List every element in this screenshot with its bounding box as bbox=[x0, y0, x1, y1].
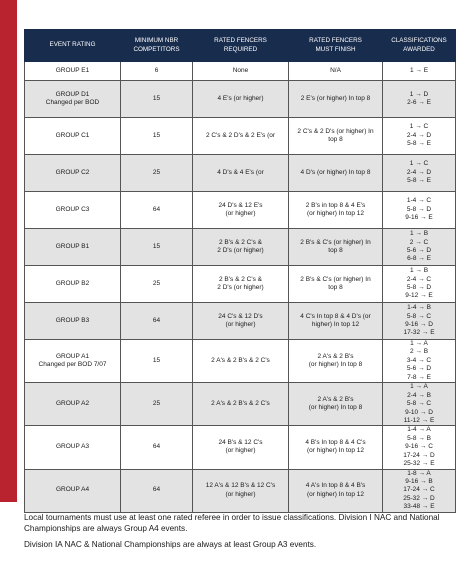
rating-cell bbox=[25, 469, 121, 512]
must-finish-cell-line: 4 B's In top 8 & 4 C's bbox=[305, 439, 366, 447]
header-rated-must-finish bbox=[289, 30, 383, 62]
required-cell bbox=[193, 62, 289, 81]
must-finish-cell-line: 4 A's In top 8 & 4 B's bbox=[305, 482, 366, 490]
rating-cell-line: GROUP A3 bbox=[55, 443, 90, 451]
awarded-cell bbox=[383, 155, 456, 192]
competitors-cell-line: 15 bbox=[152, 242, 161, 250]
awarded-cell-line: 25-32 → D bbox=[403, 494, 435, 502]
must-finish-cell-line: (or higher) In top 12 bbox=[306, 447, 365, 455]
must-finish-cell-line: 2 C's & 2 D's (or higher) In bbox=[297, 127, 374, 135]
header-min-competitors-line: MINIMUM NBR bbox=[134, 37, 179, 45]
rating-cell-line: GROUP A4 bbox=[55, 486, 90, 494]
rating-cell bbox=[25, 118, 121, 155]
must-finish-cell bbox=[289, 303, 383, 340]
must-finish-cell-line: N/A bbox=[330, 66, 341, 74]
table-row bbox=[25, 266, 456, 303]
rating-cell-line: GROUP B2 bbox=[55, 279, 90, 287]
competitors-cell bbox=[121, 62, 193, 81]
rating-cell-line: Changed per BOD bbox=[45, 99, 100, 106]
must-finish-cell bbox=[289, 81, 383, 118]
required-cell bbox=[193, 118, 289, 155]
rating-cell bbox=[25, 192, 121, 229]
competitors-cell-line: 25 bbox=[152, 400, 161, 408]
required-cell-line: 2 C's & 2 D's & 2 E's (or bbox=[205, 131, 276, 139]
awarded-cell-line: 5-8 → E bbox=[407, 140, 431, 148]
table-header-row bbox=[25, 30, 456, 62]
required-cell-line: None bbox=[232, 66, 249, 74]
awarded-cell-line: 5-6 → D bbox=[406, 247, 432, 254]
required-cell-line: 2 D's (or higher) bbox=[217, 284, 264, 291]
required-cell bbox=[193, 340, 289, 383]
awarded-cell-line: 2 → B bbox=[409, 348, 429, 356]
awarded-cell bbox=[383, 303, 456, 340]
header-rated-required-line: RATED FENCERS bbox=[214, 37, 267, 45]
document-page bbox=[17, 0, 474, 567]
header-classifications-awarded bbox=[383, 30, 456, 62]
competitors-cell-line: 15 bbox=[152, 131, 161, 139]
must-finish-cell-line: higher) In top 12 bbox=[311, 321, 360, 328]
must-finish-cell-line: (or higher) In top 12 bbox=[306, 490, 365, 498]
table-row bbox=[25, 469, 456, 512]
header-rated-must-finish-line: MUST FINISH bbox=[315, 45, 356, 53]
table-row bbox=[25, 192, 456, 229]
must-finish-cell bbox=[289, 266, 383, 303]
required-cell-line: (or higher) bbox=[225, 210, 256, 217]
competitors-cell bbox=[121, 118, 193, 155]
must-finish-cell-line: top 8 bbox=[328, 247, 343, 254]
awarded-cell bbox=[383, 469, 456, 512]
awarded-cell-line: 2-4 → B bbox=[407, 391, 431, 399]
competitors-cell-line: 25 bbox=[152, 168, 161, 176]
required-cell bbox=[193, 155, 289, 192]
required-cell bbox=[193, 303, 289, 340]
awarded-cell-line: 1 → C bbox=[409, 160, 429, 168]
must-finish-cell-line: 2 A's & 2 B's bbox=[317, 352, 354, 360]
competitors-cell-line: 25 bbox=[152, 279, 161, 287]
awarded-cell-line: 1 → B bbox=[409, 230, 429, 238]
required-cell bbox=[193, 469, 289, 512]
awarded-cell-line: 33-48 → E bbox=[403, 503, 435, 511]
rating-cell-line: GROUP A1 bbox=[55, 352, 90, 360]
rating-cell bbox=[25, 62, 121, 81]
competitors-cell bbox=[121, 469, 193, 512]
header-min-competitors bbox=[121, 30, 193, 62]
required-cell bbox=[193, 81, 289, 118]
header-rated-required-line: REQUIRED bbox=[223, 45, 258, 53]
awarded-cell-line: 5-8 → C bbox=[406, 400, 432, 408]
awarded-cell-line: 2-6 → E bbox=[407, 99, 431, 106]
awarded-cell bbox=[383, 81, 456, 118]
awarded-cell-line: 1 → A bbox=[410, 340, 428, 347]
rating-cell-line: GROUP D1 bbox=[55, 90, 90, 98]
required-cell bbox=[193, 426, 289, 469]
table-row bbox=[25, 155, 456, 192]
must-finish-cell-line: 2 B's & C's (or higher) In bbox=[300, 238, 371, 246]
awarded-cell-line: 3-4 → C bbox=[406, 356, 432, 364]
awarded-cell-line: 2 → C bbox=[409, 238, 429, 246]
awarded-cell-line: 1 → B bbox=[409, 267, 429, 275]
must-finish-cell-line: 4 C's In top 8 & 4 D's (or bbox=[300, 312, 371, 320]
header-rated-required bbox=[193, 30, 289, 62]
awarded-cell-line: 1 → C bbox=[409, 123, 429, 131]
awarded-cell-line: 5-8 → D bbox=[406, 284, 432, 291]
must-finish-cell-line: 2 B's & C's (or higher) In bbox=[300, 275, 371, 283]
required-cell bbox=[193, 266, 289, 303]
table-row bbox=[25, 81, 456, 118]
rating-cell bbox=[25, 155, 121, 192]
must-finish-cell-line: (or higher) In top 8 bbox=[308, 404, 363, 412]
awarded-cell bbox=[383, 62, 456, 81]
awarded-cell-line: 1-4 → C bbox=[406, 197, 432, 205]
must-finish-cell bbox=[289, 340, 383, 383]
awarded-cell-line: 17-24 → C bbox=[403, 486, 435, 494]
required-cell-line: 2 A's & 2 B's & 2 C's bbox=[211, 400, 270, 408]
note-division-ia: Division IA NAC & National Championships are always at least Group A3 events. bbox=[24, 540, 317, 549]
header-rated-must-finish-line: RATED FENCERS bbox=[309, 37, 362, 45]
must-finish-cell bbox=[289, 118, 383, 155]
awarded-cell-line: 25-32 → E bbox=[403, 460, 435, 468]
awarded-cell bbox=[383, 192, 456, 229]
awarded-cell-line: 2-4 → D bbox=[406, 168, 432, 176]
competitors-cell bbox=[121, 303, 193, 340]
competitors-cell bbox=[121, 229, 193, 266]
required-cell-line: 24 C's & 12 D's bbox=[218, 312, 263, 320]
awarded-cell bbox=[383, 229, 456, 266]
required-cell-line: 12 A's & 12 B's & 12 C's bbox=[205, 482, 276, 490]
awarded-cell-line: 2-4 → D bbox=[406, 131, 432, 139]
must-finish-cell-line: (or higher) In top 8 bbox=[308, 361, 363, 369]
header-classifications-awarded-line: AWARDED bbox=[403, 45, 435, 53]
awarded-cell-line: 9-16 → B bbox=[405, 478, 433, 485]
competitors-cell bbox=[121, 155, 193, 192]
left-accent-bar bbox=[0, 0, 17, 502]
required-cell bbox=[193, 383, 289, 426]
table-row bbox=[25, 62, 456, 81]
required-cell-line: 24 D's & 12 E's bbox=[218, 201, 263, 209]
competitors-cell bbox=[121, 192, 193, 229]
awarded-cell-line: 5-8 → B bbox=[407, 434, 431, 442]
awarded-cell-line: 1-8 → A bbox=[407, 469, 431, 477]
rating-cell-line: GROUP B3 bbox=[55, 316, 90, 324]
rating-cell-line: GROUP C1 bbox=[55, 131, 90, 139]
required-cell-line: 4 D's & 4 E's (or bbox=[217, 168, 264, 176]
competitors-cell-line: 64 bbox=[152, 443, 161, 451]
awarded-cell-line: 17-32 → E bbox=[403, 329, 435, 337]
competitors-cell bbox=[121, 340, 193, 383]
header-event-rating bbox=[25, 30, 121, 62]
must-finish-cell-line: top 8 bbox=[328, 136, 343, 143]
required-cell-line: 2 D's (or higher) bbox=[217, 247, 264, 254]
awarded-cell-line: 9-12 → E bbox=[405, 292, 433, 300]
must-finish-cell-line: top 8 bbox=[328, 284, 343, 291]
awarded-cell bbox=[383, 340, 456, 383]
awarded-cell-line: 7-8 → E bbox=[407, 373, 431, 381]
competitors-cell-line: 15 bbox=[152, 94, 161, 102]
must-finish-cell-line: 2 E's (or higher) In top 8 bbox=[300, 94, 371, 102]
must-finish-cell bbox=[289, 192, 383, 229]
awarded-cell-line: 6-8 → E bbox=[407, 255, 431, 263]
rating-cell bbox=[25, 229, 121, 266]
competitors-cell-line: 64 bbox=[152, 486, 161, 494]
rating-cell-line: Changed per BOD 7/07 bbox=[38, 361, 107, 369]
rating-cell bbox=[25, 383, 121, 426]
awarded-cell bbox=[383, 426, 456, 469]
awarded-cell bbox=[383, 266, 456, 303]
must-finish-cell-line: (or higher) In top 12 bbox=[306, 210, 365, 217]
awarded-cell-line: 11-12 → E bbox=[403, 416, 435, 424]
table-row bbox=[25, 383, 456, 426]
awarded-cell-line: 1 → E bbox=[409, 66, 429, 74]
must-finish-cell bbox=[289, 469, 383, 512]
awarded-cell-line: 1-4 → A bbox=[407, 426, 431, 434]
awarded-cell-line: 5-8 → E bbox=[407, 177, 431, 185]
header-event-rating-line: EVENT RATING bbox=[49, 41, 96, 49]
competitors-cell bbox=[121, 426, 193, 469]
required-cell-line: (or higher) bbox=[225, 490, 256, 498]
required-cell-line: 2 B's & 2 C's & bbox=[219, 238, 262, 246]
event-rating-table bbox=[24, 29, 456, 513]
header-classifications-awarded-line: CLASSIFICATIONS bbox=[391, 37, 447, 45]
awarded-cell-line: 9-16 → C bbox=[405, 443, 433, 451]
awarded-cell-line: 9-16 → E bbox=[405, 214, 433, 222]
awarded-cell-line: 9-10 → D bbox=[405, 408, 433, 416]
must-finish-cell-line: 2 B's in top 8 & 4 E's bbox=[305, 201, 366, 209]
awarded-cell-line: 1 → D bbox=[409, 90, 429, 98]
required-cell-line: 2 A's & 2 B's & 2 C's bbox=[211, 356, 270, 364]
awarded-cell-line: 1 → A bbox=[410, 383, 428, 391]
header-min-competitors-line: COMPETITORS bbox=[133, 45, 180, 53]
awarded-cell-line: 1-4 → B bbox=[407, 304, 431, 312]
must-finish-cell bbox=[289, 229, 383, 266]
rating-cell bbox=[25, 340, 121, 383]
table-row bbox=[25, 118, 456, 155]
awarded-cell bbox=[383, 118, 456, 155]
required-cell bbox=[193, 229, 289, 266]
table-row bbox=[25, 229, 456, 266]
rating-cell-line: GROUP A2 bbox=[55, 400, 90, 408]
note-referee: Local tournaments must use at least one rated referee in order to issue classifications. Division I NAC and National Championships are always Group A4 events. bbox=[24, 513, 440, 534]
required-cell-line: (or higher) bbox=[225, 447, 256, 455]
rating-cell bbox=[25, 81, 121, 118]
must-finish-cell-line: 2 A's & 2 B's bbox=[317, 395, 354, 403]
required-cell-line: (or higher) bbox=[225, 321, 256, 328]
table-body bbox=[25, 62, 456, 513]
competitors-cell bbox=[121, 266, 193, 303]
competitors-cell-line: 15 bbox=[152, 356, 161, 364]
table-row bbox=[25, 426, 456, 469]
rating-cell-line: GROUP C2 bbox=[55, 168, 90, 176]
rating-cell-line: GROUP C3 bbox=[55, 205, 90, 213]
rating-cell-line: GROUP B1 bbox=[55, 242, 90, 250]
required-cell-line: 4 E's (or higher) bbox=[217, 94, 264, 102]
rating-cell bbox=[25, 426, 121, 469]
awarded-cell-line: 9-16 → D bbox=[405, 321, 433, 328]
competitors-cell bbox=[121, 383, 193, 426]
competitors-cell bbox=[121, 81, 193, 118]
must-finish-cell bbox=[289, 62, 383, 81]
awarded-cell-line: 5-8 → D bbox=[406, 205, 432, 213]
must-finish-cell-line: 4 D's (or higher) In top 8 bbox=[300, 168, 371, 176]
required-cell-line: 24 B's & 12 C's bbox=[218, 439, 263, 447]
competitors-cell-line: 64 bbox=[152, 205, 161, 213]
awarded-cell-line: 5-8 → C bbox=[406, 312, 432, 320]
awarded-cell bbox=[383, 383, 456, 426]
must-finish-cell bbox=[289, 155, 383, 192]
table-row bbox=[25, 303, 456, 340]
rating-cell bbox=[25, 266, 121, 303]
competitors-cell-line: 6 bbox=[154, 66, 159, 74]
awarded-cell-line: 17-24 → D bbox=[403, 451, 435, 459]
required-cell-line: 2 B's & 2 C's & bbox=[219, 275, 262, 283]
rating-cell bbox=[25, 303, 121, 340]
competitors-cell-line: 64 bbox=[152, 316, 161, 324]
rating-cell-line: GROUP E1 bbox=[55, 66, 90, 74]
table-row bbox=[25, 340, 456, 383]
awarded-cell-line: 2-4 → C bbox=[406, 275, 432, 283]
awarded-cell-line: 5-6 → D bbox=[406, 365, 432, 373]
must-finish-cell bbox=[289, 383, 383, 426]
must-finish-cell bbox=[289, 426, 383, 469]
required-cell bbox=[193, 192, 289, 229]
